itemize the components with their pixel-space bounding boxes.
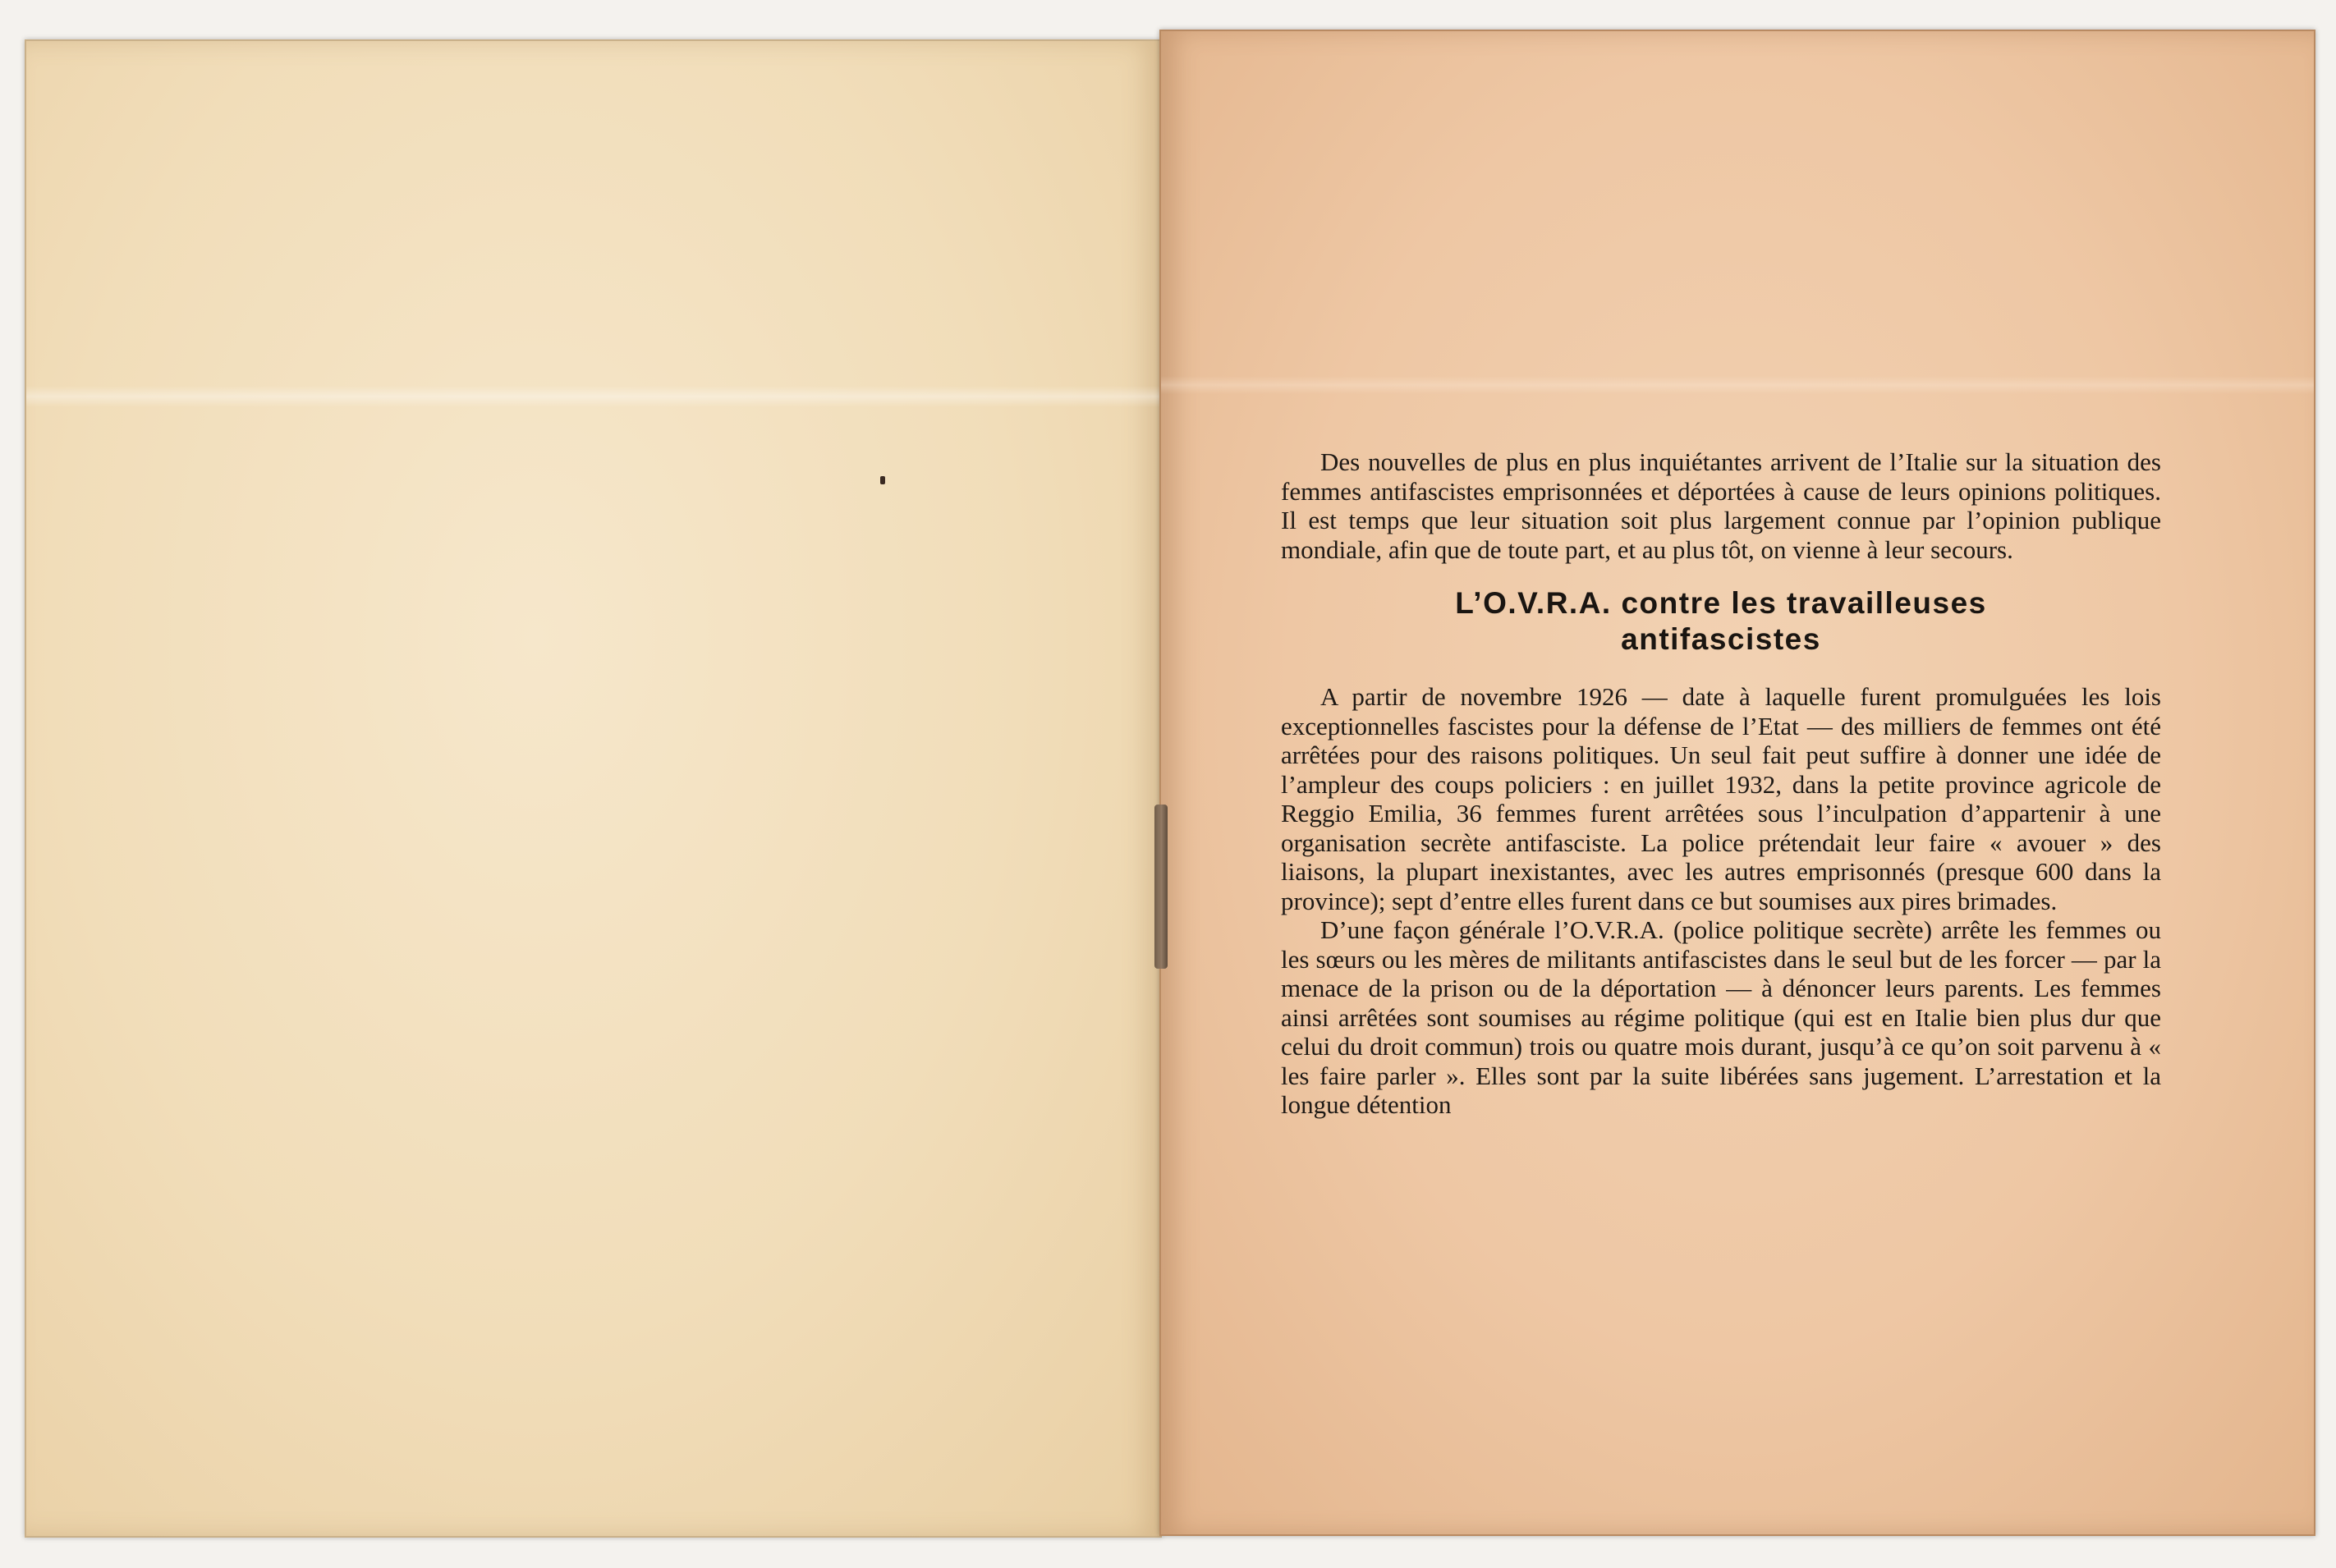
ink-speck: [880, 476, 885, 484]
left-page-blank: [25, 39, 1162, 1538]
right-page-text: [1281, 447, 2161, 1120]
body-paragraph-1: A partir de novembre 1926 — date à laquelle furent promulguées les lois exceptionnelles fascistes pour la défense de l’Etat — des milliers de femmes ont été arrêtées pour des raisons politiques. Un seul fait peut suffire à donner une idée de l’ampleur des coups policiers : en juillet 1932, dans la petite province agricole de Reggio Emilia, 36 femmes furent arrêtées sous l’inculpation d’appartenir à une organisation secrète antifasciste. La police prétendait leur faire « avouer » des liaisons, la plupart inexistantes, avec les autres emprisonnés (presque 600 dans la province); sept d’entre elles furent dans ce but soumises aux pires brimades.: [1281, 682, 2161, 915]
intro-paragraph: Des nouvelles de plus en plus inquiétantes arrivent de l’Italie sur la situation des femmes antifascistes emprisonnées et déportées à cause de leurs opinions politiques. Il est temps que leur situation soit plus largement connue par l’opinion publique mondiale, afin que de toute part, et au plus tôt, on vienne à leur secours.: [1281, 447, 2161, 564]
left-page-fold-crease: [26, 386, 1160, 407]
staple-binding: [1154, 805, 1168, 969]
section-heading-line-1: L’O.V.R.A. contre les travailleuses: [1455, 586, 1987, 620]
body-paragraph-2: D’une façon générale l’O.V.R.A. (police politique secrète) arrête les femmes ou les sœurs ou les mères de militants antifascistes dans le seul but de les forcer — par la menace de la prison ou de la déportation — à dénoncer leurs parents. Les femmes ainsi arrêtées sont soumises au régime politique (qui est en Italie bien plus dur que celui du droit commun) trois ou quatre mois durant, jusqu’à ce qu’on soit parvenu à « les faire parler ». Elles sont par la suite libérées sans jugement. L’arrestation et la longue détention: [1281, 915, 2161, 1119]
right-page-fold-crease: [1161, 376, 2314, 394]
section-heading: [1281, 585, 2161, 658]
section-heading-line-2: antifascistes: [1621, 622, 1821, 656]
